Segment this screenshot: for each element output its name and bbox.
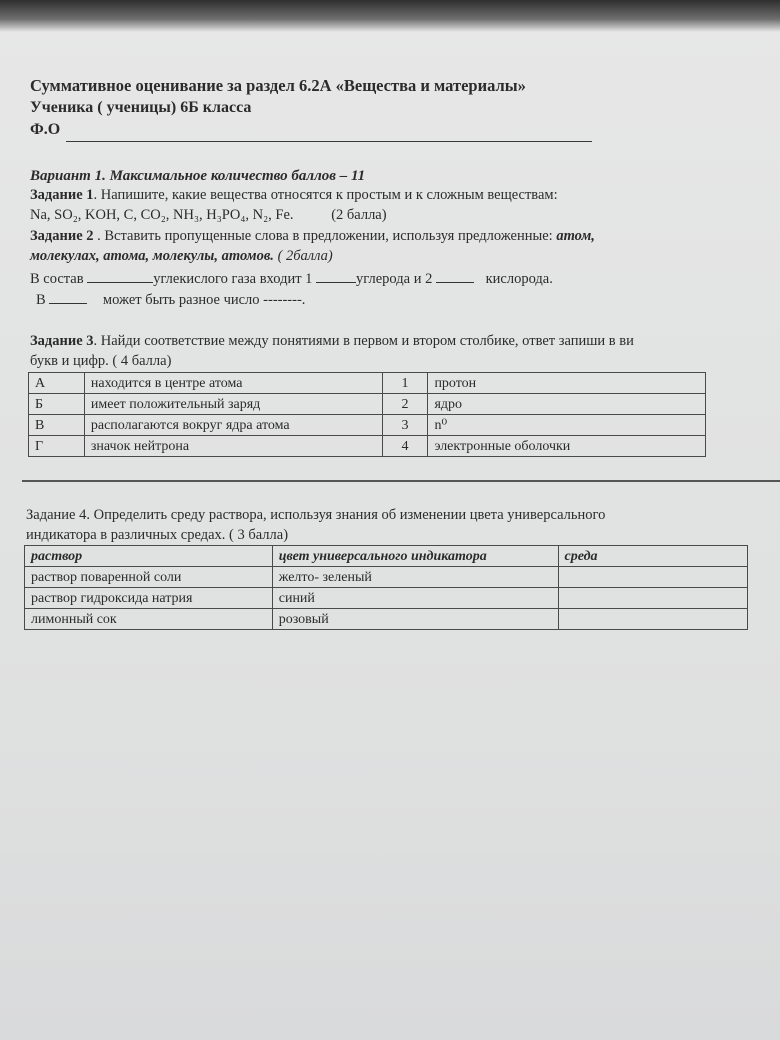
blank-3[interactable] bbox=[436, 270, 474, 283]
table-header-row bbox=[25, 546, 748, 567]
number-cell: 2 bbox=[382, 394, 428, 415]
task1-text: . Напишите, какие вещества относятся к простым и к сложным веществам: bbox=[93, 187, 558, 203]
sentence1-part-b: углекислого газа входит 1 bbox=[153, 271, 313, 287]
blank-4[interactable] bbox=[49, 291, 87, 304]
sentence1-part-d: кислорода. bbox=[485, 271, 553, 287]
concept-cell: имеет положительный заряд bbox=[84, 394, 382, 415]
number-cell: 4 bbox=[382, 436, 428, 457]
sentence2-part-b: может быть разное число --------. bbox=[102, 292, 306, 308]
concept-cell: находится в центре атома bbox=[84, 373, 382, 394]
environment-cell[interactable] bbox=[558, 567, 748, 588]
blank-1[interactable] bbox=[87, 270, 153, 283]
answer-cell: n⁰ bbox=[428, 415, 706, 436]
number-cell: 1 bbox=[382, 373, 428, 394]
variant-title: Вариант 1. Максимальное количество баллов – 11 bbox=[30, 168, 366, 184]
task2-text: . Вставить пропущенные слова в предложении, используя предложенные: bbox=[93, 228, 553, 244]
task2-sentence-1 bbox=[30, 270, 553, 288]
task1-header bbox=[30, 187, 558, 204]
header-cell: цвет универсального индикатора bbox=[272, 546, 558, 567]
task1-label: Задание 1 bbox=[30, 187, 94, 203]
letter-cell: А bbox=[29, 373, 85, 394]
letter-cell: Б bbox=[29, 394, 85, 415]
blank-2[interactable] bbox=[316, 270, 356, 283]
task3-text: . Найди соответствие между понятиями в первом и втором столбике, ответ запиши в ви bbox=[93, 333, 634, 349]
environment-cell[interactable] bbox=[558, 588, 748, 609]
solution-cell: раствор гидроксида натрия bbox=[25, 588, 273, 609]
table-row bbox=[25, 588, 748, 609]
table-row bbox=[25, 567, 748, 588]
task1-points: (2 балла) bbox=[331, 207, 387, 223]
color-cell: синий bbox=[272, 588, 558, 609]
color-cell: желто- зеленый bbox=[272, 567, 558, 588]
concept-cell: значок нейтрона bbox=[84, 436, 382, 457]
matching-table bbox=[28, 372, 706, 457]
answer-cell: протон bbox=[428, 373, 706, 394]
number-cell: 3 bbox=[382, 415, 428, 436]
background-edge bbox=[0, 0, 780, 32]
task2-sentence-2 bbox=[36, 291, 305, 309]
header-cell: раствор bbox=[25, 546, 273, 567]
header-cell: среда bbox=[558, 546, 748, 567]
fio-underline bbox=[66, 141, 592, 142]
indicator-table bbox=[24, 545, 748, 630]
solution-cell: раствор поваренной соли bbox=[25, 567, 273, 588]
task4-header: Задание 4. Определить среду раствора, используя знания об изменении цвета универсального bbox=[26, 507, 606, 523]
task3-header bbox=[30, 333, 634, 350]
environment-cell[interactable] bbox=[558, 609, 748, 630]
task2-words-1: атом, bbox=[556, 228, 595, 244]
sentence2-part-a: В bbox=[36, 292, 46, 308]
table-row bbox=[29, 436, 706, 457]
page-title: Суммативное оценивание за раздел 6.2А «Вещества и материалы» bbox=[30, 76, 526, 95]
task2-words-line bbox=[30, 248, 333, 265]
task2-words-2: молекулах, атома, молекулы, атомов. bbox=[30, 248, 274, 264]
letter-cell: Г bbox=[29, 436, 85, 457]
table-row bbox=[29, 394, 706, 415]
letter-cell: В bbox=[29, 415, 85, 436]
task1-substances-line bbox=[30, 207, 387, 224]
answer-cell: ядро bbox=[428, 394, 706, 415]
section-divider bbox=[22, 480, 780, 482]
task1-substances: Na, SO₂, KOH, C, CO₂, NH₃, H₃PO₄, N₂, Fe. bbox=[30, 207, 294, 223]
task4-text-2: индикатора в различных средах. ( 3 балла) bbox=[26, 527, 289, 543]
answer-cell: электронные оболочки bbox=[428, 436, 706, 457]
sentence1-part-a: В состав bbox=[30, 271, 84, 287]
color-cell: розовый bbox=[272, 609, 558, 630]
task2-label: Задание 2 bbox=[30, 228, 94, 244]
fio-label: Ф.О bbox=[30, 121, 61, 138]
table-row bbox=[25, 609, 748, 630]
sentence1-part-c: углерода и 2 bbox=[356, 271, 433, 287]
solution-cell: лимонный сок bbox=[25, 609, 273, 630]
task3-text-2: букв и цифр. ( 4 балла) bbox=[30, 353, 172, 369]
task3-label: Задание 3 bbox=[30, 333, 94, 349]
task2-header bbox=[30, 228, 595, 245]
concept-cell: располагаются вокруг ядра атома bbox=[84, 415, 382, 436]
student-line: Ученика ( ученицы) 6Б класса bbox=[30, 99, 252, 116]
task2-points: ( 2балла) bbox=[277, 248, 333, 264]
table-row bbox=[29, 373, 706, 394]
table-row bbox=[29, 415, 706, 436]
